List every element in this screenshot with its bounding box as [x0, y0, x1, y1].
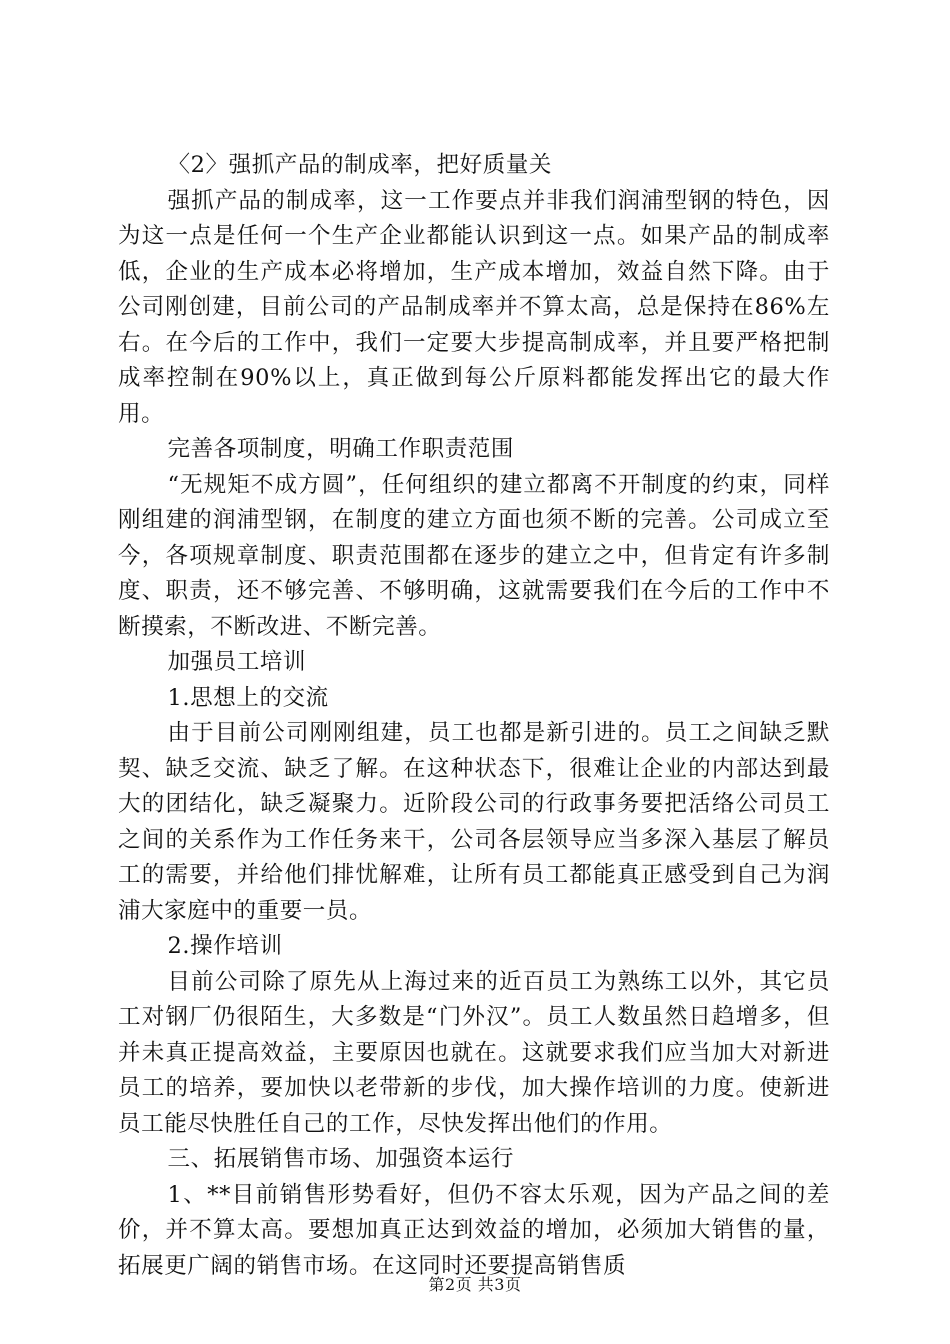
paragraph-communication: 由于目前公司刚刚组建，员工也都是新引进的。员工之间缺乏默契、缺乏交流、缺乏了解。在这种状态下，很难让企业的内部达到最大的团结化，缺乏凝聚力。近阶段公司的行政事务要把活络公司员工之间的关系作为工作任务来干，公司各层领导应当多深入基层了解员工的需要，并给他们排忧解难，让所有员工都能真正感受到自己为润浦大家庭中的重要一员。 — [118, 720, 830, 924]
section-heading-sales: 三、拓展销售市场、加强资本运行 — [167, 1146, 515, 1172]
section-heading-quality: 〈2〉强抓产品的制成率，把好质量关 — [167, 152, 553, 178]
subheading-communication: 1.思想上的交流 — [167, 684, 329, 711]
document-body — [118, 148, 830, 1284]
section-heading-training: 加强员工培训 — [167, 649, 307, 675]
subheading-operation-training: 2.操作培训 — [167, 933, 283, 959]
paragraph-regulations: “无规矩不成方圆”，任何组织的建立都离不开制度的约束，同样刚组建的润浦型钢，在制度的建立方面也须不断的完善。公司成立至今，各项规章制度、职责范围都在逐步的建立之中，但肯定有许多制度、职责，还不够完善、不够明确，这就需要我们在今后的工作中不断摸索，不断改进、不断完善。 — [118, 471, 830, 640]
page-number-footer: 第2页 共3页 — [428, 1275, 522, 1294]
paragraph-sales: 1、**目前销售形势看好，但仍不容太乐观，因为产品之间的差价，并不算太高。要想加真正达到效益的增加，必须加大销售的量，拓展更广阔的销售市场。在这同时还要提高销售质 — [118, 1181, 830, 1279]
paragraph-operation-training: 目前公司除了原先从上海过来的近百员工为熟练工以外，其它员工对钢厂仍很陌生，大多数是“门外汉”。员工人数虽然日趋增多，但并未真正提高效益，主要原因也就在。这就要求我们应当加大对新进员工的培养，要加快以老带新的步伐，加大操作培训的力度。使新进员工能尽快胜任自己的工作，尽快发挥出他们的作用。 — [118, 968, 830, 1137]
section-heading-regulations: 完善各项制度，明确工作职责范围 — [167, 436, 515, 462]
paragraph-yield-rate: 强抓产品的制成率，这一工作要点并非我们润浦型钢的特色，因为这一点是任何一个生产企业都能认识到这一点。如果产品的制成率低，企业的生产成本必将增加，生产成本增加，效益自然下降。由于公司刚创建，目前公司的产品制成率并不算太高，总是保持在86%左右。在今后的工作中，我们一定要大步提高制成率，并且要严格把制成率控制在90%以上，真正做到每公斤原料都能发挥出它的最大作用。 — [118, 187, 830, 427]
